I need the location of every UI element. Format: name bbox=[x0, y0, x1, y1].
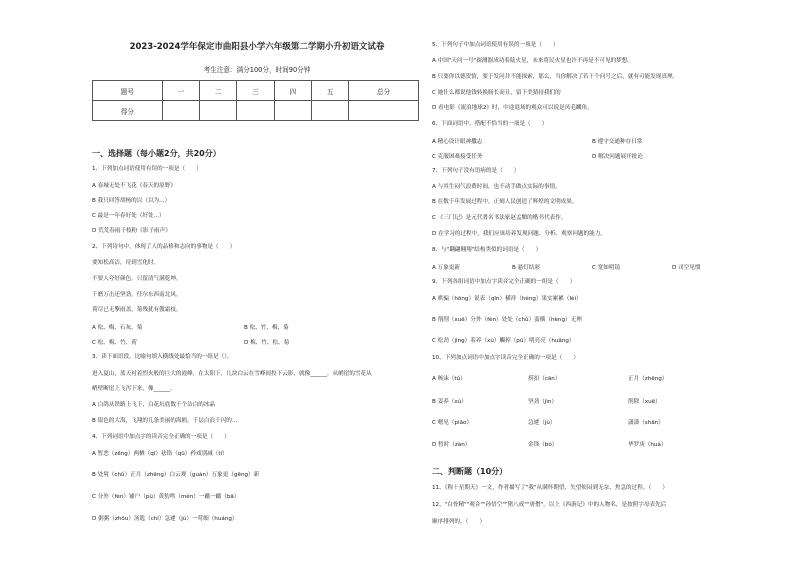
question-option: A 哄骗（hōng）说表（qīn）横祥（hèng）果实累累（léi） bbox=[432, 296, 582, 302]
question-option: 坚劲（jìn） bbox=[528, 399, 558, 405]
question-option: D 粥粥（zhōu）汤匙（chí）急遽（jù）一莺细（huáng） bbox=[92, 516, 238, 522]
poem-line: 千磨万击还坚劲，任尔东西南北风。 bbox=[92, 292, 182, 298]
score-cell[interactable] bbox=[349, 101, 419, 121]
question-option: C 《三门记》是元代著名书法家赵孟頫的楷书代表作。 bbox=[432, 215, 567, 221]
section-title-choice: 一、选择题（每小题2分，共20分） bbox=[92, 149, 221, 158]
paper-title: 2023-2024学年保定市曲阳县小学六年级第二学期小升初语文试卷 bbox=[129, 42, 385, 52]
question-option: B 在数千年发展过程中，正刻人民创造了辉煌的文明成果。 bbox=[432, 199, 578, 205]
score-header-cell: 二 bbox=[200, 81, 237, 101]
question-option: 正月（zhēng） bbox=[628, 376, 668, 382]
question-option: B 悬灯结彩 bbox=[512, 265, 540, 271]
question-option: A 春城无处不飞花《春天的原野》 bbox=[92, 183, 176, 189]
question-option: A 白鸽从铁路上飞下，白花坑底数千个洁白的冰晶 bbox=[92, 402, 216, 408]
question-stem-continued: 顺序排列的。（ ） bbox=[432, 519, 486, 525]
question-option: C 松、梅、竹、荷 bbox=[92, 340, 137, 346]
question-option: D 司空见惯 bbox=[672, 265, 701, 271]
score-header-cell: 一 bbox=[162, 81, 199, 101]
poem-line: 不要人夸好颜色，只留清气满乾坤。 bbox=[92, 276, 182, 282]
question-option: 潇潇（shān） bbox=[628, 420, 664, 426]
question-option: A 暂恶（zēng）两栖（qī）祛铬（qǔ）矜戏别减（tī） bbox=[92, 451, 228, 457]
question-stem: 1、下列加点词语使用有误的一项是（ ） bbox=[92, 166, 202, 172]
section-title-judge: 二、判断题（10分） bbox=[432, 467, 508, 476]
question-option: B 姜养（xù） bbox=[432, 399, 467, 405]
question-option: C 克服困难接受任务 bbox=[432, 154, 483, 160]
question-stem: 2、下列诗句中，体现了人的品格和志向的事物是（ ） bbox=[92, 244, 236, 250]
question-option: A 松、梅、石灰、菊 bbox=[92, 325, 143, 331]
score-cell[interactable] bbox=[200, 101, 237, 121]
question-option: D 暂时（zàn） bbox=[432, 442, 471, 448]
question-stem: 7、下列句子没有语病的是（ ） bbox=[432, 168, 520, 174]
question-option: B 遵守交通种存日常 bbox=[592, 139, 643, 145]
score-cell[interactable] bbox=[162, 101, 199, 121]
question-option: 捞扣（cān） bbox=[528, 376, 561, 382]
question-option: B 只要你以德贺情，要于发问并不能探索，那么，当你解决了若干个问号之后，就有可能发现真理。 bbox=[432, 74, 679, 80]
question-option: 急遽（jù） bbox=[528, 420, 556, 426]
score-value-row bbox=[93, 101, 419, 121]
question-option: C 她什么都说他钱转换肠长而且，留下美猜持我们的 bbox=[432, 90, 561, 96]
question-stem: 10、下列加点词语中加点字读音完全正确的一项是（ ） bbox=[432, 355, 579, 361]
score-header-cell: 总分 bbox=[349, 81, 419, 101]
question-option: B 处境（chǔ）正月（zhēng）白云观（guàn）万象更（gēng）新 bbox=[92, 472, 260, 478]
score-header-cell: 题号 bbox=[93, 81, 163, 101]
question-option: D 梅、竹、松、菊 bbox=[244, 340, 290, 346]
question-option: A 咳沫（tǔ） bbox=[432, 376, 466, 382]
question-option: C 宽如明镜 bbox=[592, 265, 621, 271]
question-option: A 精心设计眼神撒志 bbox=[432, 139, 483, 145]
question-option: 削除（xuē） bbox=[628, 399, 661, 405]
question-option: B 我只回答胡杨的以（以为...） bbox=[92, 198, 171, 204]
score-header-cell: 五 bbox=[311, 81, 348, 101]
question-option: D 荒荒春雨千枝粉《影子雨声》 bbox=[92, 228, 171, 234]
question-option: D 在学习的过程中，我们应该培养发现问题、分析、观察问题的能力。 bbox=[432, 231, 606, 237]
score-header-row bbox=[93, 81, 419, 101]
question-option: C 最是一年春好处（好处...） bbox=[92, 213, 165, 219]
exam-note: 考生注意：满分100分，时间90分钟 bbox=[203, 66, 311, 74]
question-option: A 万象更新 bbox=[432, 265, 460, 271]
score-table bbox=[92, 80, 419, 121]
question-stem: 11、《称十星期天》一文，作者描写了"我"从满怀期望、失望烦闷到无奈、焦急的过程。（ ） bbox=[432, 485, 669, 491]
question-option: C 嗯见（piāo） bbox=[432, 420, 473, 426]
score-row-label: 得分 bbox=[93, 101, 163, 121]
poem-line: 要知松高洁，待到雪化时。 bbox=[92, 260, 160, 266]
question-option: B 松、竹、梅、菊 bbox=[244, 325, 289, 331]
passage-line: 峭壁断崖上飞泻下来，像______。 bbox=[92, 386, 176, 392]
question-option: 金锋（bó） bbox=[528, 442, 558, 448]
question-option: B 削削（xuē）分外（fèn）处处（chǔ）蛮横（hèng）无理 bbox=[432, 317, 582, 323]
question-option: D 看电影《流浪地球2》时，中途退场的观众可以说是凤毛麟角。 bbox=[432, 105, 593, 111]
question-option: A 中国"天问一号"探测器成功着陆火星，未来将民火星也许不再是不可见的梦想。 bbox=[432, 58, 633, 64]
question-stem: 6、下面词语中，搭配不恰当的一项是（ ） bbox=[432, 121, 548, 127]
question-stem: 4、下列词语中加点字的读音完全正确的一项是（ ） bbox=[92, 434, 230, 440]
passage-line: 进入夏山，蓝天衬着烈火般的巨大的霞峰，在太阳下，几块白云在雪峰间投下云影，就像______，从峭崖的雪花从 bbox=[92, 371, 372, 377]
score-cell[interactable] bbox=[274, 101, 311, 121]
question-stem: 12、"白骨精""观音""孙悟空""猪八戒""唐僧"，以上《西游记》中的人物名，是按照字母表先后 bbox=[432, 502, 667, 508]
poem-line: 荷尽已无擎雨盖，菊残犹有傲霜枝。 bbox=[92, 307, 182, 313]
question-option: C 分外（fèn）铺户（pù）黄豹鸣（mén）一蹴一蹴（bā） bbox=[92, 494, 240, 500]
score-cell[interactable] bbox=[237, 101, 274, 121]
question-stem: 8、与"翻翩翱翔"结构类似的词语是（ ） bbox=[432, 247, 542, 253]
question-option: 华罗庚（huà） bbox=[628, 442, 667, 448]
question-option: C 松劲（jìng）着养（xù）觸掉（pū）明亮亮（huǎng） bbox=[432, 338, 575, 344]
question-option: A 与其生闷气浪费时间，也不动手做点实际的事情。 bbox=[432, 184, 561, 190]
question-stem: 5、下列句子中加点词语使用有误的一项是（ ） bbox=[432, 42, 559, 48]
question-stem: 9、下列各组词语中加点字读音完全正确的一组是（ ） bbox=[432, 279, 576, 285]
score-cell[interactable] bbox=[311, 101, 348, 121]
question-option: B 银色的大海，飞翔的几条美丽的海鸥，千层白浪千闪的... bbox=[92, 418, 238, 424]
question-stem: 3、读下面语段，比喻句填入横线处最恰当的一组是（）。 bbox=[92, 354, 233, 360]
score-header-cell: 四 bbox=[274, 81, 311, 101]
score-header-cell: 三 bbox=[237, 81, 274, 101]
question-option: D 解决问题展开批论 bbox=[592, 154, 643, 160]
